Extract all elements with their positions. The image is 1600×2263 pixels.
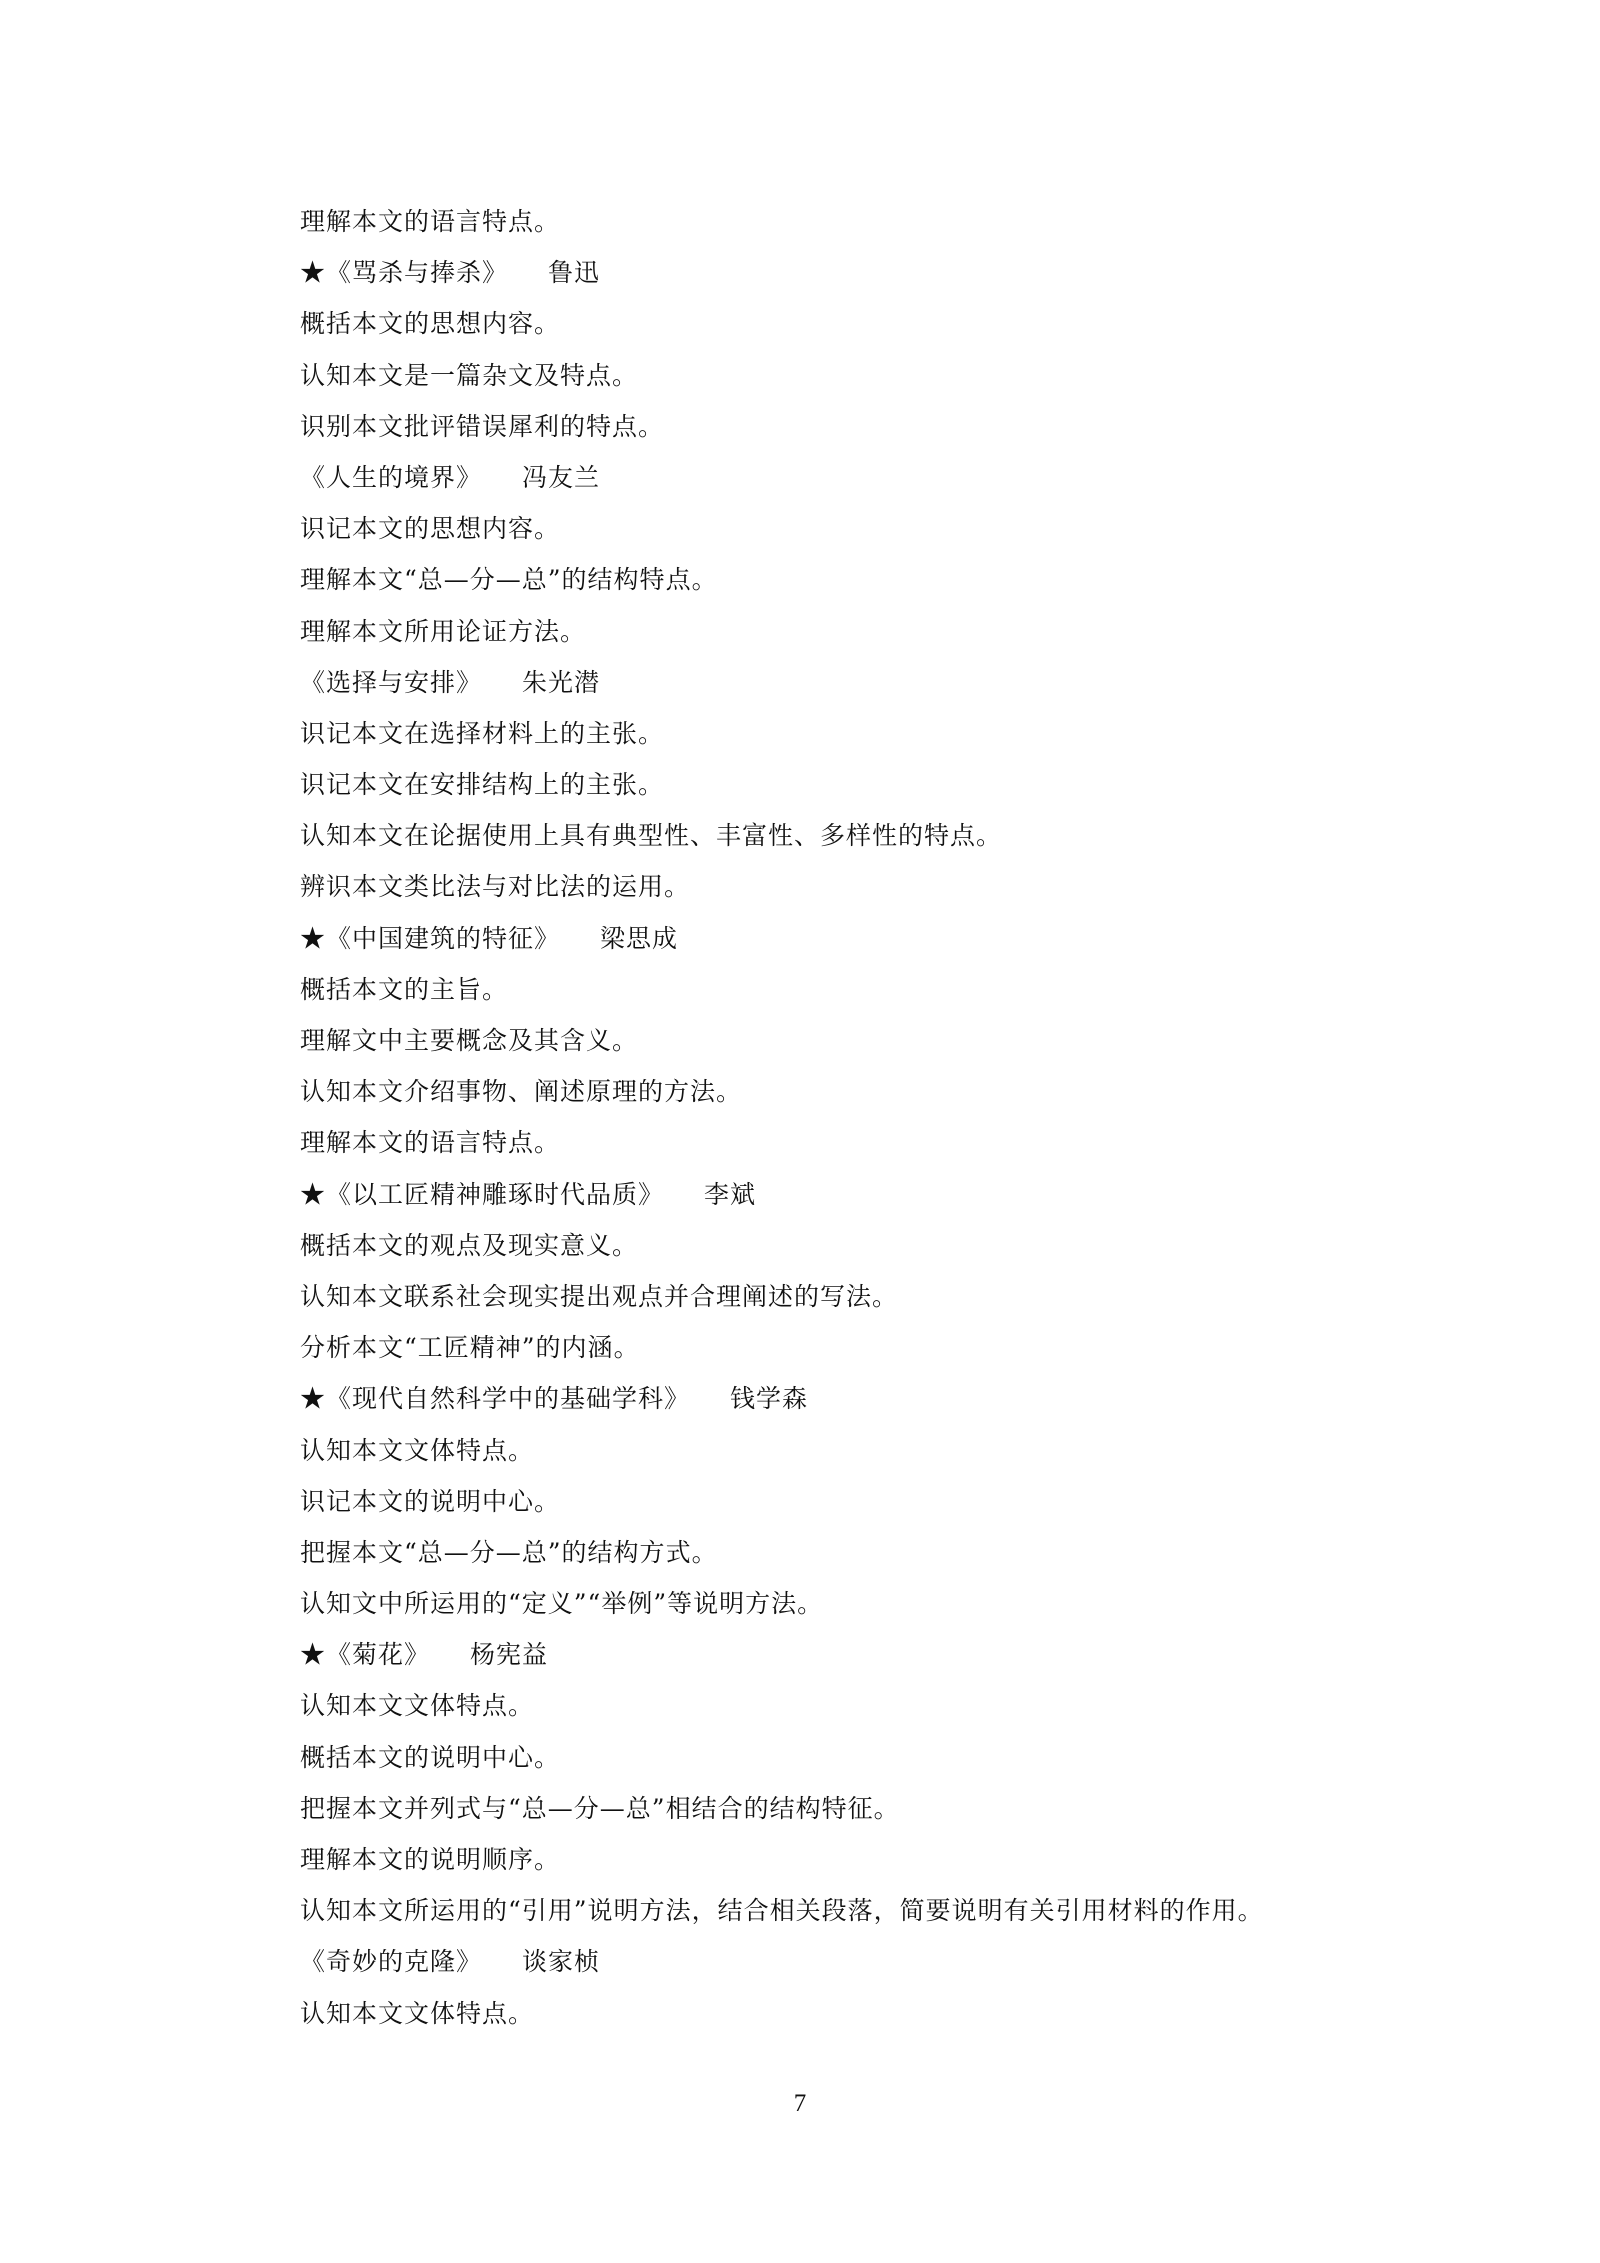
list-item: 理解本文的说明顺序。 bbox=[300, 1845, 561, 1874]
section-heading bbox=[300, 657, 1480, 708]
list-item: 概括本文的思想内容。 bbox=[300, 309, 561, 339]
section-author: 鲁迅 bbox=[548, 258, 601, 288]
list-item: 分析本文“工匠精神”的内涵。 bbox=[300, 1333, 640, 1363]
section-heading bbox=[300, 452, 1480, 503]
section-title: 《选择与安排》 bbox=[300, 667, 483, 697]
list-item: 把握本文并列式与“总—分—总”相结合的结构特征。 bbox=[300, 1793, 900, 1823]
list-item: 理解本文的语言特点。 bbox=[300, 207, 561, 236]
list-item: 识记本文在安排结构上的主张。 bbox=[300, 770, 665, 800]
list-item: 认知本文所运用的“引用”说明方法，结合相关段落，简要说明有关引用材料的作用。 bbox=[300, 1896, 1264, 1926]
list-item: 把握本文“总—分—总”的结构方式。 bbox=[300, 1537, 718, 1567]
section-title: ★《中国建筑的特征》 bbox=[300, 923, 561, 953]
section-heading bbox=[300, 1936, 1480, 1987]
section-author: 冯友兰 bbox=[522, 462, 601, 492]
section-title: 《奇妙的克隆》 bbox=[300, 1947, 483, 1977]
section-author: 朱光潜 bbox=[522, 667, 601, 697]
list-item: 认知本文介绍事物、阐述原理的方法。 bbox=[300, 1077, 743, 1107]
section-heading bbox=[300, 1629, 1480, 1680]
list-item: 认知本文联系社会现实提出观点并合理阐述的写法。 bbox=[300, 1281, 899, 1311]
list-item: 理解本文“总—分—总”的结构特点。 bbox=[300, 565, 718, 595]
section-heading bbox=[300, 1373, 1480, 1424]
list-item: 理解文中主要概念及其含义。 bbox=[300, 1026, 639, 1055]
list-item: 认知文中所运用的“定义”“举例”等说明方法。 bbox=[300, 1589, 824, 1619]
section-author: 谈家桢 bbox=[522, 1947, 601, 1977]
section-title: 《人生的境界》 bbox=[300, 462, 483, 492]
list-item: 认知本文文体特点。 bbox=[300, 1435, 535, 1465]
page-number: 7 bbox=[793, 2090, 807, 2117]
section-heading bbox=[300, 1169, 1480, 1220]
section-title: ★《现代自然科学中的基础学科》 bbox=[300, 1384, 691, 1414]
list-item: 认知本文文体特点。 bbox=[300, 1998, 535, 2028]
section-author: 杨宪益 bbox=[470, 1640, 549, 1670]
list-item: 理解本文的语言特点。 bbox=[300, 1128, 561, 1158]
section-title: ★《菊花》 bbox=[300, 1640, 431, 1670]
section-author: 梁思成 bbox=[600, 923, 679, 953]
list-item: 认知本文文体特点。 bbox=[300, 1691, 535, 1721]
list-item: 识别本文批评错误犀利的特点。 bbox=[300, 411, 665, 441]
list-item: 理解本文所用论证方法。 bbox=[300, 616, 587, 646]
list-item: 识记本文的说明中心。 bbox=[300, 1486, 561, 1516]
section-heading bbox=[300, 247, 1480, 298]
document-body bbox=[300, 196, 1480, 2039]
list-item: 概括本文的主旨。 bbox=[300, 974, 509, 1004]
list-item: 概括本文的观点及现实意义。 bbox=[300, 1230, 639, 1260]
section-author: 李斌 bbox=[704, 1179, 757, 1209]
section-title: ★《以工匠精神雕琢时代品质》 bbox=[300, 1179, 665, 1209]
list-item: 辨识本文类比法与对比法的运用。 bbox=[300, 872, 691, 902]
list-item: 认知本文是一篇杂文及特点。 bbox=[300, 360, 639, 390]
list-item: 概括本文的说明中心。 bbox=[300, 1742, 561, 1772]
section-heading bbox=[300, 913, 1480, 964]
section-title: ★《骂杀与捧杀》 bbox=[300, 258, 509, 288]
list-item: 识记本文的思想内容。 bbox=[300, 514, 561, 544]
list-item: 认知本文在论据使用上具有典型性、丰富性、多样性的特点。 bbox=[300, 821, 1003, 851]
section-author: 钱学森 bbox=[730, 1384, 809, 1414]
list-item: 识记本文在选择材料上的主张。 bbox=[300, 718, 665, 748]
